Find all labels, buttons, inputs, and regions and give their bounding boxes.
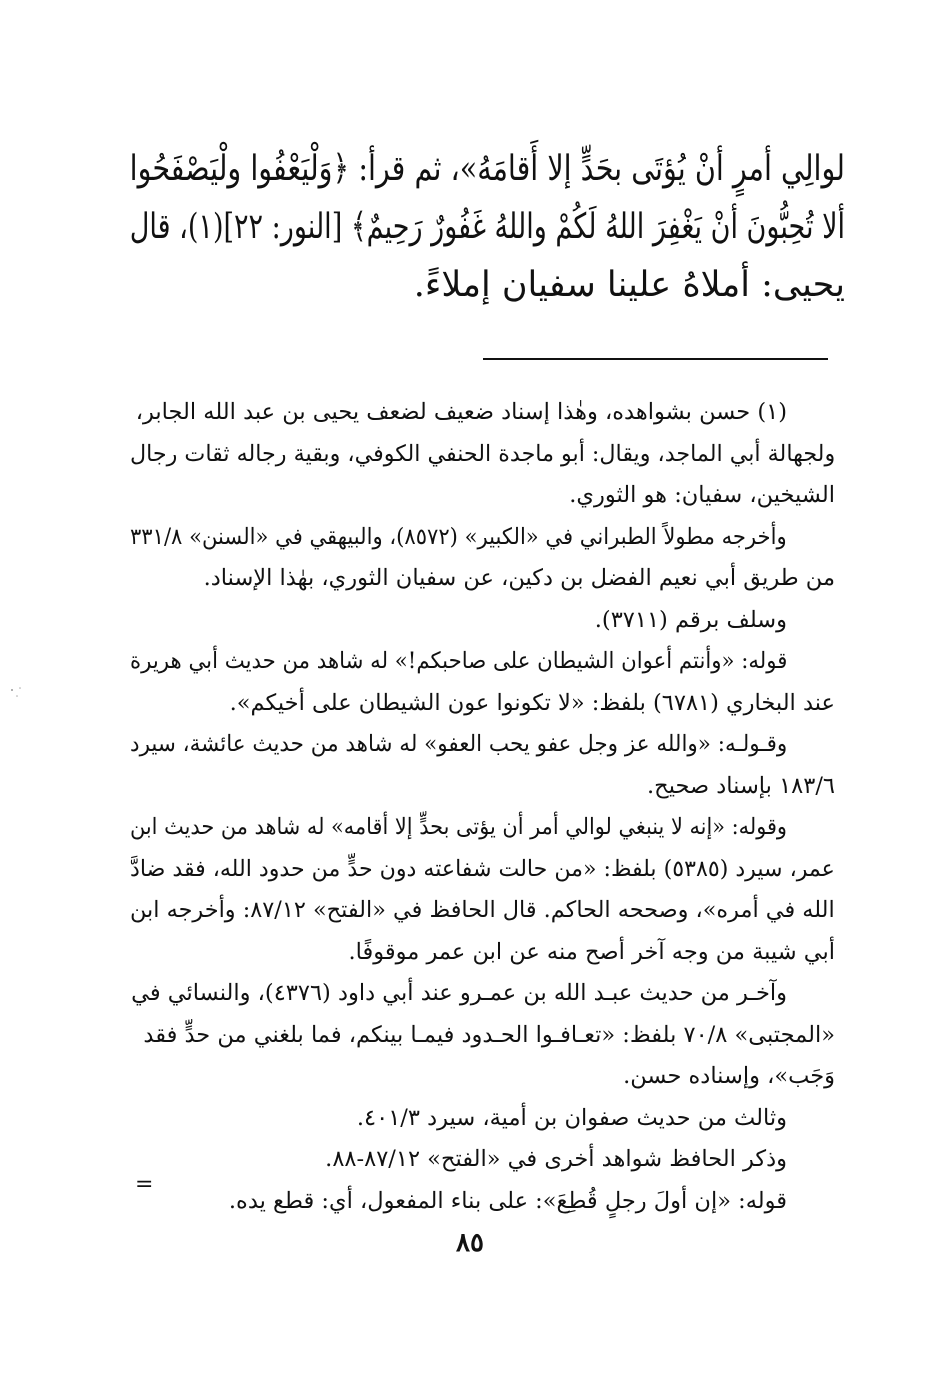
footnote-line: وثالث من حديث صفوان بن أمية، سيرد ٤٠١/٣. [356, 1104, 787, 1131]
main-text-line-3: يحيى: أملاهُ علينا سفيان إملاءً. [413, 265, 845, 305]
footnote-line: وقوله: «إنه لا ينبغي لوالي أمر أن يؤتى بحدٍّ إلا أقامه» له شاهد من حديث ابن [129, 814, 787, 840]
footnote-line: «المجتبى» ٧٠/٨ بلفظ: «تعـافـوا الحـدود فيمـا بينكم، فما بلغني من حدٍّ فقد [143, 1021, 835, 1048]
footnote-line: وآخـر من حديث عبـد الله بن عمـرو عند أبي داود (٤٣٧٦)، والنسائي في [131, 980, 787, 1006]
footnote-line: وسلف برقم (٣٧١١). [594, 606, 787, 633]
footnote-line: وأخرجه مطولاً الطبراني في «الكبير» (٨٥٧٢)، والبيهقي في «السنن» ٣٣١/٨ [130, 523, 787, 550]
scan-specks-decoration [6, 680, 30, 704]
footnote-line: الشيخين، سفيان: هو الثوري. [569, 482, 835, 508]
footnote-line: وقـولـه: «والله عز وجل عفو يحب العفو» له شاهد من حديث عائشة، سيرد [129, 731, 787, 757]
continuation-mark: = [135, 1172, 154, 1197]
footnote-line: ١٨٣/٦ بإسناد صحيح. [647, 772, 835, 799]
main-text-line-2: ألا تُحِبُّونَ أنْ يَغْفِرَ اللهُ لَكُمْ واللهُ غَفُورٌ رَحِيمٌ﴾ [النور: ٢٢](١)، قال [129, 207, 846, 247]
main-text-line-1: لوالِي أمرٍ أنْ يُؤتَى بحَدٍّ إلا أَقامَهُ»، ثم قرأ: ﴿وَلْيَعْفُوا ولْيَصْفَحُوا [129, 149, 845, 189]
footnote-line: عمر، سيرد (٥٣٨٥) بلفظ: «من حالت شفاعته دون حدٍّ من حدود الله، فقد ضادَّ [130, 855, 835, 882]
footnote-line: من طريق أبي نعيم الفضل بن دكين، عن سفيان الثوري، بهٰذا الإسناد. [203, 565, 835, 591]
footnote-line: (١) حسن بشواهده، وهٰذا إسناد ضعيف لضعف يحيى بن عبد الله الجابر، [135, 399, 787, 425]
footnote-line: الله في أمره»، وصححه الحاكم. قال الحافظ في «الفتح» ٨٧/١٢: وأخرجه ابن [130, 897, 835, 923]
footnote-line: وَجَب»، وإسناده حسن. [623, 1063, 835, 1089]
footnote-line: أبي شيبة من وجه آخر أصح منه عن ابن عمر موقوفًا. [348, 938, 835, 965]
page-number: ٨٥ [456, 1228, 484, 1258]
footnote-line: عند البخاري (٦٧٨١) بلفظ: «لا تكونوا عون الشيطان على أخيكم». [229, 689, 835, 716]
main-text-block [130, 140, 845, 314]
footnote-divider [483, 358, 828, 360]
footnote-line: ولجهالة أبي الماجد، ويقال: أبو ماجدة الحنفي الكوفي، وبقية رجاله ثقات رجال [129, 440, 835, 467]
footnotes-block [130, 392, 835, 1222]
footnote-line: قوله: «وأنتم أعوان الشيطان على صاحبكم!» له شاهد من حديث أبي هريرة [129, 648, 787, 674]
footnote-line: قوله: «إن أولَ رجلٍ قُطِعَ»: على بناء المفعول، أي: قطع يده. [228, 1187, 787, 1214]
footnote-line: وذكر الحافظ شواهد أخرى في «الفتح» ٨٧/١٢-٨٨. [325, 1146, 787, 1172]
